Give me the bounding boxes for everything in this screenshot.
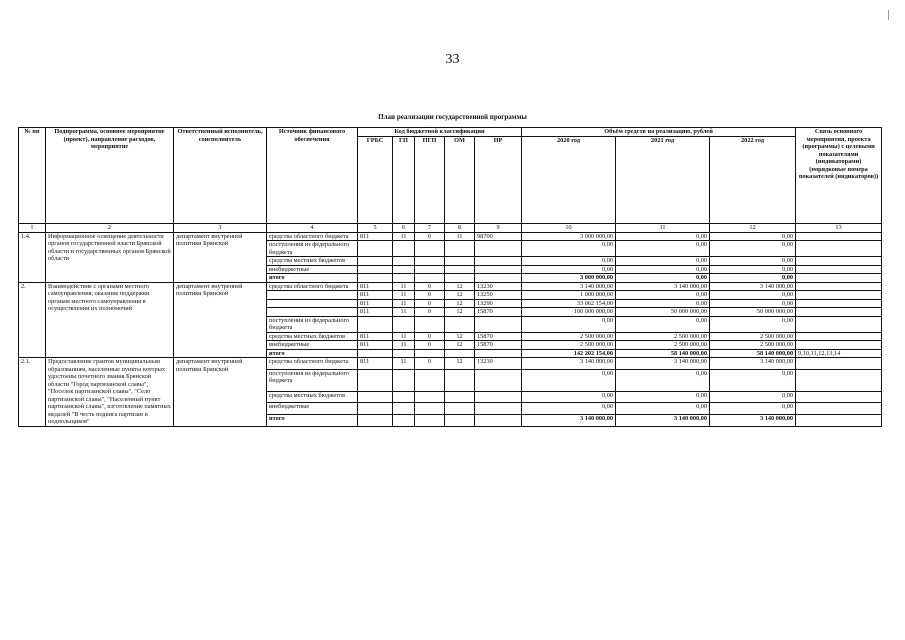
code-pgp xyxy=(415,403,445,415)
code-gp xyxy=(393,414,415,426)
table-row xyxy=(19,358,882,370)
code-om xyxy=(445,403,475,415)
funding-source xyxy=(267,291,358,300)
section-name: Информационное освещение деятельности органов государственной власти Брянской области и государственных органов Брянской области xyxy=(46,232,174,282)
amount-2021: 0,00 xyxy=(616,232,710,241)
amount-2021: 0,00 xyxy=(616,299,710,308)
code-om xyxy=(445,241,475,257)
col-grbs: ГРБС xyxy=(358,137,393,224)
amount-2020: 0,00 xyxy=(522,391,616,403)
amount-2022: 0,00 xyxy=(710,274,796,283)
amount-2021: 0,00 xyxy=(616,403,710,415)
code-np xyxy=(475,414,522,426)
amount-2021: 58 140 000,00 xyxy=(616,349,710,358)
amount-2020: 0,00 xyxy=(522,241,616,257)
amount-2021: 0,00 xyxy=(616,369,710,391)
code-pgp: 0 xyxy=(415,332,445,341)
indicator-link xyxy=(796,274,882,283)
code-grbs: 811 xyxy=(358,308,393,317)
code-np xyxy=(475,241,522,257)
amount-2021: 0,00 xyxy=(616,257,710,266)
amount-2021: 3 140 000,00 xyxy=(616,358,710,370)
code-np: 13230 xyxy=(475,358,522,370)
code-grbs xyxy=(358,257,393,266)
indicator-link xyxy=(796,291,882,300)
amount-2021: 0,00 xyxy=(616,291,710,300)
col-source: Источник финансового обеспечения xyxy=(267,128,358,224)
code-pgp: 0 xyxy=(415,232,445,241)
code-np xyxy=(475,316,522,332)
code-grbs: 811 xyxy=(358,291,393,300)
amount-2021: 2 500 000,00 xyxy=(616,341,710,350)
code-gp xyxy=(393,265,415,274)
index-cell: 11 xyxy=(616,224,710,233)
code-np xyxy=(475,349,522,358)
code-pgp: 0 xyxy=(415,282,445,291)
code-grbs: 811 xyxy=(358,282,393,291)
amount-2020: 0,00 xyxy=(522,316,616,332)
code-om xyxy=(445,257,475,266)
code-pgp: 0 xyxy=(415,299,445,308)
amount-2020: 2 500 000,00 xyxy=(522,332,616,341)
code-gp xyxy=(393,369,415,391)
indicator-link xyxy=(796,369,882,391)
code-gp xyxy=(393,391,415,403)
indicator-link xyxy=(796,358,882,370)
indicator-link xyxy=(796,414,882,426)
col-np: НР xyxy=(475,137,522,224)
code-grbs: 811 xyxy=(358,332,393,341)
code-pgp xyxy=(415,316,445,332)
col-budget-code: Код бюджетной классификации xyxy=(358,128,522,137)
amount-2022: 3 140 000,00 xyxy=(710,414,796,426)
funding-source xyxy=(267,299,358,308)
funding-source: поступления из федерального бюджета xyxy=(267,369,358,391)
funding-source: итого xyxy=(267,414,358,426)
amount-2022: 0,00 xyxy=(710,316,796,332)
column-index-row xyxy=(19,224,882,233)
code-pgp xyxy=(415,391,445,403)
code-pgp: 0 xyxy=(415,341,445,350)
funding-source: итого xyxy=(267,349,358,358)
code-om xyxy=(445,274,475,283)
indicator-link: 9,10,11,12,13,14 xyxy=(796,349,882,358)
code-om xyxy=(445,369,475,391)
col-volume: Объём средств на реализацию, рублей xyxy=(522,128,796,137)
funding-source: поступления из федерального бюджета xyxy=(267,241,358,257)
code-np: 15870 xyxy=(475,308,522,317)
amount-2020: 0,00 xyxy=(522,257,616,266)
funding-source: поступления из федерального бюджета xyxy=(267,316,358,332)
code-gp xyxy=(393,257,415,266)
index-cell: 13 xyxy=(796,224,882,233)
amount-2022: 0,00 xyxy=(710,232,796,241)
amount-2021: 0,00 xyxy=(616,241,710,257)
section-executor: департамент внутренней политики Брянской xyxy=(174,358,267,427)
index-cell: 3 xyxy=(174,224,267,233)
funding-source: внебюджетные xyxy=(267,265,358,274)
code-pgp xyxy=(415,349,445,358)
code-gp: 11 xyxy=(393,232,415,241)
code-om: 12 xyxy=(445,299,475,308)
code-gp xyxy=(393,274,415,283)
section-name: Предоставление грантов муниципальным образованиям, населенные пункты которых удостоены почетного звания Брянской области "Город партизанской славы", "Поселок партизанской славы", "Село партизанской славы", "Населенный пункт партизанской славы", изготовление памятных медалей "В честь подвига партизан и подпольщиков" xyxy=(46,358,174,427)
amount-2022: 0,00 xyxy=(710,369,796,391)
funding-source: внебюджетные xyxy=(267,403,358,415)
amount-2021: 50 000 000,00 xyxy=(616,308,710,317)
indicator-link xyxy=(796,232,882,241)
code-gp xyxy=(393,316,415,332)
code-gp: 11 xyxy=(393,291,415,300)
code-om xyxy=(445,316,475,332)
code-grbs xyxy=(358,274,393,283)
index-cell: 10 xyxy=(522,224,616,233)
code-grbs: 811 xyxy=(358,341,393,350)
amount-2020: 3 000 000,00 xyxy=(522,274,616,283)
indicator-link xyxy=(796,332,882,341)
col-2020: 2020 год xyxy=(522,137,616,224)
section-executor: департамент внутренней политики Брянской xyxy=(174,232,267,282)
code-np: 15870 xyxy=(475,332,522,341)
code-grbs xyxy=(358,369,393,391)
code-gp: 11 xyxy=(393,332,415,341)
indicator-link xyxy=(796,316,882,332)
funding-source: средства местных бюджетов xyxy=(267,391,358,403)
table-row xyxy=(19,232,882,241)
code-gp xyxy=(393,241,415,257)
code-np xyxy=(475,391,522,403)
indicator-link xyxy=(796,308,882,317)
plan-table xyxy=(18,127,882,427)
code-om xyxy=(445,265,475,274)
code-np: 15870 xyxy=(475,341,522,350)
indicator-link xyxy=(796,341,882,350)
code-om: 12 xyxy=(445,332,475,341)
section-executor: департамент внутренней политики Брянской xyxy=(174,282,267,358)
funding-source: итого xyxy=(267,274,358,283)
indicator-link xyxy=(796,241,882,257)
section-name: Взаимодействие с органами местного самоуправления, оказание поддержки органам местного самоуправления в осуществлении их полномочий xyxy=(46,282,174,358)
amount-2020: 1 000 000,00 xyxy=(522,291,616,300)
amount-2021: 0,00 xyxy=(616,391,710,403)
code-np xyxy=(475,403,522,415)
funding-source: средства областного бюджета xyxy=(267,282,358,291)
amount-2022: 0,00 xyxy=(710,403,796,415)
index-cell: 12 xyxy=(710,224,796,233)
indicator-link xyxy=(796,391,882,403)
table-body xyxy=(19,232,882,426)
amount-2022: 2 500 000,00 xyxy=(710,332,796,341)
amount-2020: 0,00 xyxy=(522,369,616,391)
code-gp: 11 xyxy=(393,341,415,350)
amount-2020: 3 000 000,00 xyxy=(522,232,616,241)
col-name: Подпрограмма, основное мероприятие (проект), направление расходов, мероприятие xyxy=(46,128,174,224)
index-cell: 8 xyxy=(445,224,475,233)
code-om: 12 xyxy=(445,358,475,370)
code-pgp: 0 xyxy=(415,358,445,370)
code-np xyxy=(475,369,522,391)
code-gp xyxy=(393,349,415,358)
code-grbs xyxy=(358,391,393,403)
code-grbs: 811 xyxy=(358,232,393,241)
amount-2020: 3 140 000,00 xyxy=(522,414,616,426)
section-number: 2. xyxy=(19,282,46,358)
amount-2020: 33 062 154,00 xyxy=(522,299,616,308)
code-grbs xyxy=(358,414,393,426)
section-number: 2.1. xyxy=(19,358,46,427)
amount-2020: 2 500 000,00 xyxy=(522,341,616,350)
code-np: 13250 xyxy=(475,291,522,300)
amount-2020: 3 140 000,00 xyxy=(522,282,616,291)
col-num: № пп xyxy=(19,128,46,224)
code-pgp: 0 xyxy=(415,291,445,300)
col-2022: 2022 год xyxy=(710,137,796,224)
scan-mark xyxy=(888,10,889,20)
col-executor: Ответственный исполнитель, соисполнитель xyxy=(174,128,267,224)
index-cell: 9 xyxy=(475,224,522,233)
funding-source: внебюджетные xyxy=(267,341,358,350)
amount-2021: 0,00 xyxy=(616,265,710,274)
col-pgp: ПГП xyxy=(415,137,445,224)
code-om: 12 xyxy=(445,308,475,317)
code-om xyxy=(445,391,475,403)
code-pgp xyxy=(415,274,445,283)
table-row xyxy=(19,282,882,291)
amount-2022: 3 140 000,00 xyxy=(710,282,796,291)
amount-2022: 50 000 000,00 xyxy=(710,308,796,317)
indicator-link xyxy=(796,265,882,274)
amount-2022: 2 500 000,00 xyxy=(710,341,796,350)
code-grbs xyxy=(358,265,393,274)
page-number: 33 xyxy=(445,52,460,67)
code-gp: 11 xyxy=(393,308,415,317)
index-cell: 4 xyxy=(267,224,358,233)
code-gp: 11 xyxy=(393,358,415,370)
code-np: 98700 xyxy=(475,232,522,241)
code-pgp xyxy=(415,241,445,257)
index-cell: 7 xyxy=(415,224,445,233)
amount-2021: 3 140 000,00 xyxy=(616,414,710,426)
code-om: 12 xyxy=(445,291,475,300)
amount-2021: 3 140 000,00 xyxy=(616,282,710,291)
amount-2020: 100 000 000,00 xyxy=(522,308,616,317)
indicator-link xyxy=(796,257,882,266)
amount-2021: 2 500 000,00 xyxy=(616,332,710,341)
amount-2021: 0,00 xyxy=(616,274,710,283)
document-title: План реализации государственной программы xyxy=(378,113,527,121)
amount-2022: 0,00 xyxy=(710,241,796,257)
amount-2022: 0,00 xyxy=(710,257,796,266)
col-link: Связь основного мероприятия, проекта (программы) с целевыми показателями (индикаторами) (порядковые номера показателей (индикаторов)) xyxy=(796,128,882,224)
code-pgp xyxy=(415,369,445,391)
code-grbs xyxy=(358,241,393,257)
code-grbs: 811 xyxy=(358,299,393,308)
amount-2020: 0,00 xyxy=(522,403,616,415)
code-om xyxy=(445,414,475,426)
col-gp: ГП xyxy=(393,137,415,224)
amount-2022: 58 140 000,00 xyxy=(710,349,796,358)
code-gp: 11 xyxy=(393,299,415,308)
section-number: 1.4. xyxy=(19,232,46,282)
indicator-link xyxy=(796,282,882,291)
amount-2022: 3 140 000,00 xyxy=(710,358,796,370)
funding-source: средства местных бюджетов xyxy=(267,332,358,341)
amount-2022: 0,00 xyxy=(710,291,796,300)
code-pgp xyxy=(415,414,445,426)
col-om: ОМ xyxy=(445,137,475,224)
code-pgp xyxy=(415,257,445,266)
code-om xyxy=(445,349,475,358)
code-grbs xyxy=(358,403,393,415)
code-np: 13230 xyxy=(475,282,522,291)
code-np xyxy=(475,274,522,283)
funding-source: средства областного бюджета xyxy=(267,232,358,241)
code-gp: 11 xyxy=(393,282,415,291)
amount-2021: 0,00 xyxy=(616,316,710,332)
code-grbs xyxy=(358,316,393,332)
col-2021: 2021 год xyxy=(616,137,710,224)
amount-2020: 142 202 154,00 xyxy=(522,349,616,358)
code-np: 13290 xyxy=(475,299,522,308)
funding-source: средства местных бюджетов xyxy=(267,257,358,266)
code-pgp xyxy=(415,265,445,274)
code-grbs: 811 xyxy=(358,358,393,370)
table-header xyxy=(19,128,882,233)
index-cell: 1 xyxy=(19,224,46,233)
code-pgp: 0 xyxy=(415,308,445,317)
code-np xyxy=(475,257,522,266)
amount-2022: 0,00 xyxy=(710,265,796,274)
index-cell: 6 xyxy=(393,224,415,233)
funding-source xyxy=(267,308,358,317)
code-om: 12 xyxy=(445,341,475,350)
index-cell: 2 xyxy=(46,224,174,233)
index-cell: 5 xyxy=(358,224,393,233)
amount-2022: 0,00 xyxy=(710,391,796,403)
amount-2022: 0,00 xyxy=(710,299,796,308)
funding-source: средства областного бюджета xyxy=(267,358,358,370)
code-om: 11 xyxy=(445,232,475,241)
amount-2020: 0,00 xyxy=(522,265,616,274)
code-np xyxy=(475,265,522,274)
indicator-link xyxy=(796,403,882,415)
code-gp xyxy=(393,403,415,415)
amount-2020: 3 140 000,00 xyxy=(522,358,616,370)
indicator-link xyxy=(796,299,882,308)
code-grbs xyxy=(358,349,393,358)
code-om: 12 xyxy=(445,282,475,291)
